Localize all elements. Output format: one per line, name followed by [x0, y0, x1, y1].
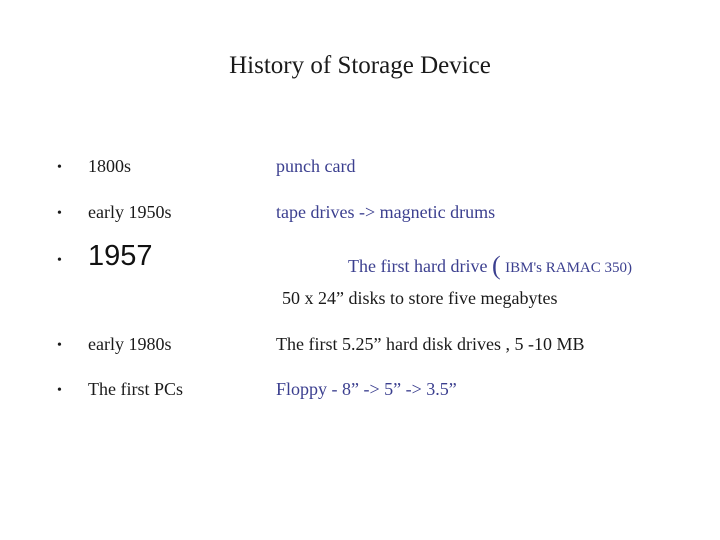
floppy-text: Floppy - 8” -> 5” -> 3.5” — [276, 379, 457, 399]
row-year-first-pcs: The first PCs — [88, 379, 184, 399]
row-desc-5-25-drives: The first 5.25” hard disk drives , 5 -10 MB — [276, 334, 585, 354]
bullet-icon: • — [57, 253, 62, 268]
row-desc-tape-drives: tape drives -> magnetic drums — [276, 202, 496, 222]
row-year-early-1950s: early 1950s — [88, 202, 172, 222]
paren-close: ) — [627, 260, 633, 276]
bullet-icon: • — [57, 338, 62, 353]
bullet-icon: • — [57, 160, 62, 175]
row-year-early-1980s: early 1980s — [88, 334, 172, 354]
row-year-1957: 1957 — [88, 240, 153, 272]
hard-drive-label: The first hard drive — [348, 256, 488, 276]
row-desc-floppy — [276, 379, 457, 400]
row-desc-disks-megabytes: 50 x 24” disks to store five megabytes — [282, 288, 558, 308]
row-desc-first-hard-drive — [348, 249, 632, 279]
bullet-icon: • — [57, 383, 62, 398]
bullet-icon: • — [57, 206, 62, 221]
row-desc-punch-card: punch card — [276, 156, 356, 176]
slide-title: History of Storage Device — [229, 52, 491, 79]
paren-open: ( — [491, 251, 501, 280]
ramac-note: IBM's RAMAC 350 — [505, 260, 628, 276]
row-year-1800s: 1800s — [88, 156, 132, 176]
